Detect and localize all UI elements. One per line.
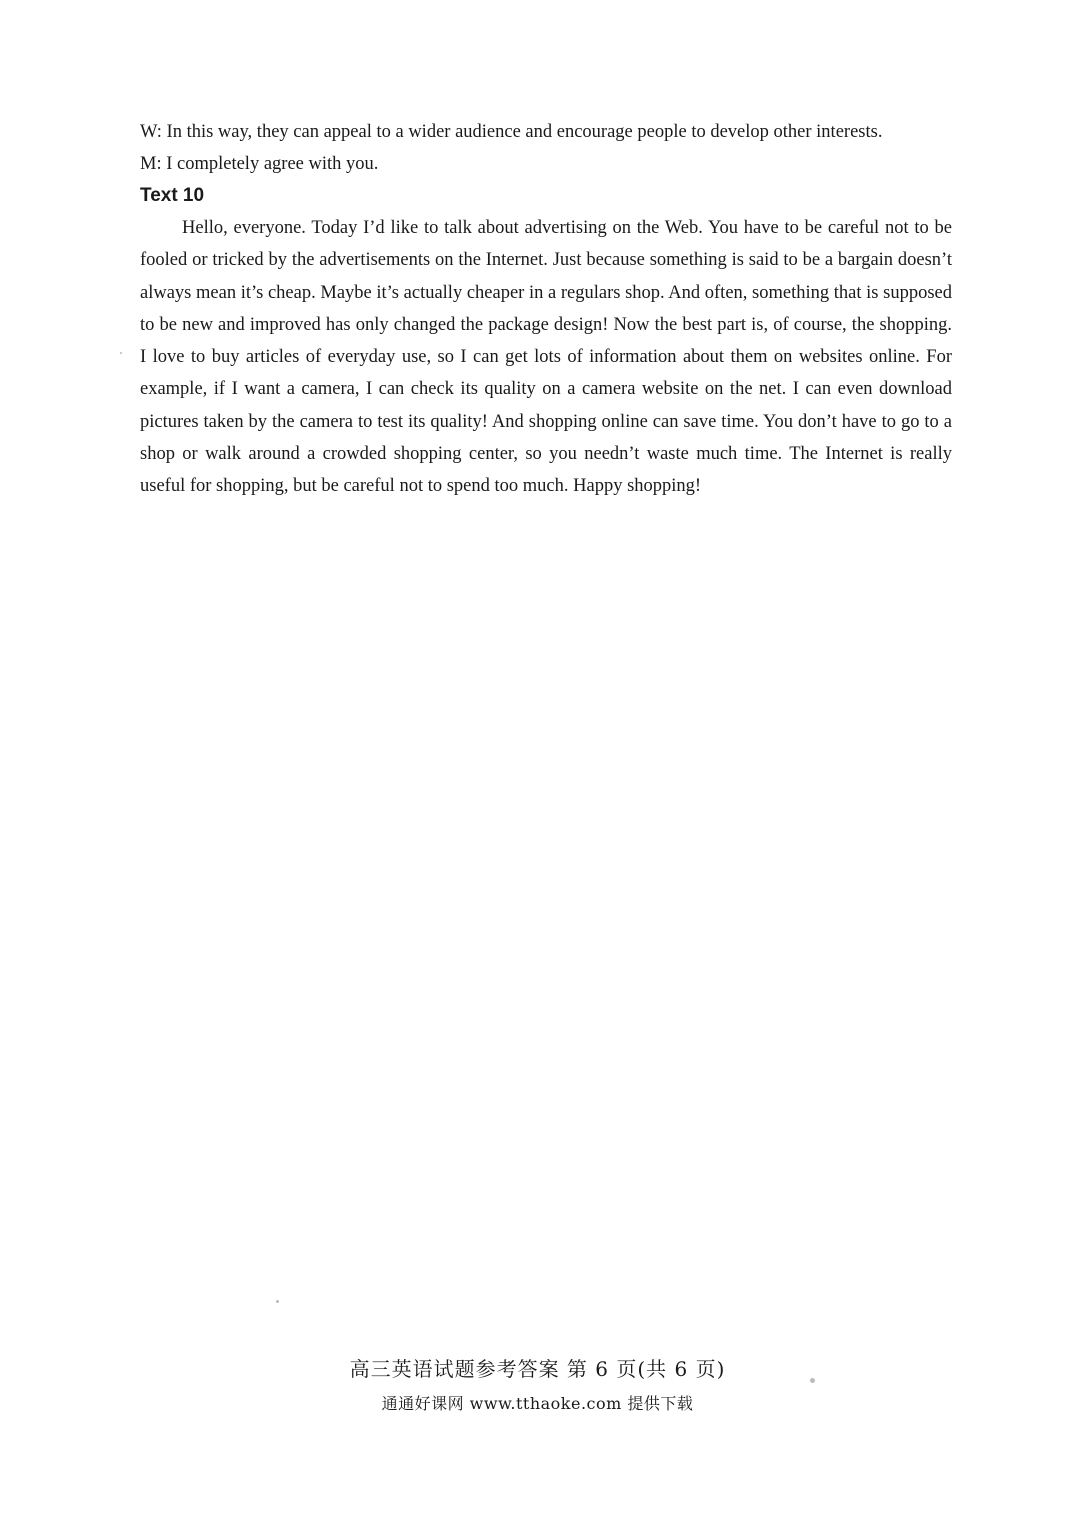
dialogue-line-man: M: I completely agree with you. <box>140 154 379 174</box>
page-content <box>140 116 952 503</box>
page-footer-source: 通通好课网 www.tthaoke.com 提供下载 <box>381 1394 694 1413</box>
section-heading: Text 10 <box>140 185 205 206</box>
page-footer-title: 高三英语试题参考答案 第 6 页(共 6 页) <box>349 1357 726 1381</box>
passage-paragraph: Hello, everyone. Today I’d like to talk about advertising on the Web. You have to be careful not to be fooled or tricked by the advertisements on the Internet. Just because something is said to be a bargain doesn’t always mean it’s cheap. Maybe it’s actually cheaper in a regulars shop. And often, something that is supposed to be new and improved has only changed the package design! Now the best part is, of course, the shopping. I love to buy articles of everyday use, so I can get lots of information about them on websites online. For example, if I want a camera, I can check its quality on a camera website on the net. I can even download pictures taken by the camera to test its quality! And shopping online can save time. You don’t have to go to a shop or walk around a crowded shopping center, so you needn’t waste much time. The Internet is really useful for shopping, but be careful not to spend too much. Happy shopping! <box>140 218 952 497</box>
dialogue-line-woman: W: In this way, they can appeal to a wider audience and encourage people to develop other interests. <box>140 122 883 142</box>
scan-speck <box>276 1300 279 1303</box>
scan-speck <box>120 352 122 354</box>
scan-speck <box>810 1378 815 1383</box>
